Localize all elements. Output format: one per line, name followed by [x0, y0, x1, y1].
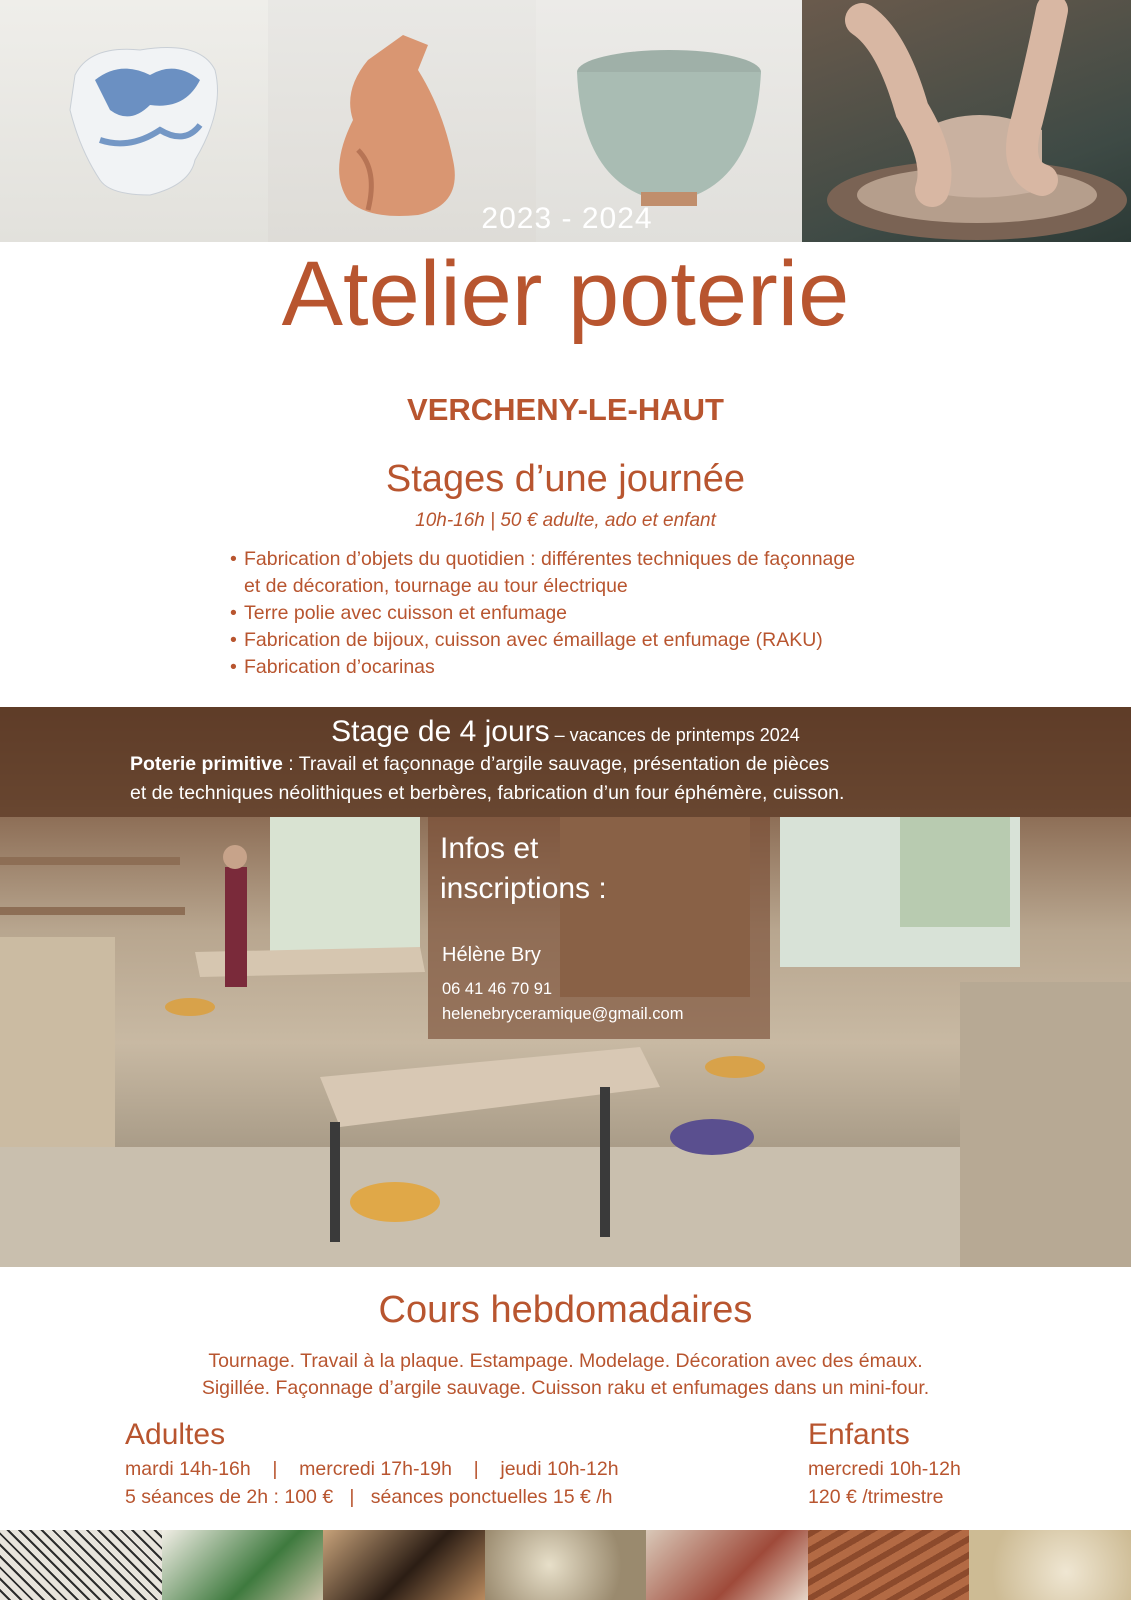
cours-heading: Cours hebdomadaires [378, 1289, 753, 1331]
info-heading-line2: inscriptions : [440, 872, 607, 905]
list-item: • Fabrication d’objets du quotidien : différentes techniques de façonnage [230, 546, 1030, 573]
contact-email[interactable]: helenebryceramique@gmail.com [442, 1005, 684, 1023]
stages-journee-heading: Stages d’une journée [385, 458, 746, 500]
stage-4-jours-title: Stage de 4 jours [331, 715, 550, 748]
stage-4-jours-sub: – vacances de printemps 2024 [549, 725, 800, 745]
stages-journee-list [230, 546, 1030, 681]
photo-green-glaze [162, 1530, 324, 1600]
cours-desc-line2: Sigillée. Façonnage d’argile sauvage. Cuisson raku et enfumages dans un mini-four. [201, 1377, 930, 1399]
contact-name: Hélène Bry [442, 944, 541, 966]
list-item: • Fabrication de bijoux, cuisson avec émaillage et enfumage (RAKU) [230, 627, 1030, 654]
enfants-schedule: mercredi 10h-12h [808, 1458, 961, 1480]
contact-phone[interactable]: 06 41 46 70 91 [442, 980, 553, 998]
list-item: • Fabrication d’ocarinas [230, 654, 1030, 681]
stage-4-jours-desc-line2: et de techniques néolithiques et berbères, fabrication d’un four éphémère, cuisson. [130, 782, 845, 804]
poterie-primitive-label: Poterie primitive [130, 753, 283, 775]
enfants-prices: 120 € /trimestre [808, 1486, 944, 1508]
enfants-heading: Enfants [808, 1418, 910, 1451]
adultes-heading: Adultes [125, 1418, 226, 1451]
stage-4-jours-band [0, 707, 1131, 817]
info-heading-line1: Infos et [440, 832, 539, 865]
photo-shells [485, 1530, 647, 1600]
info-heading [440, 829, 607, 909]
stage-4-jours-heading [0, 715, 1131, 749]
photo-pattern-tile [0, 1530, 162, 1600]
photo-blue-white-pot [0, 0, 268, 242]
cours-desc-line1: Tournage. Travail à la plaque. Estampage. Modelage. Décoration avec des émaux. [208, 1350, 923, 1372]
workshop-photo [0, 707, 1131, 1267]
info-box [428, 817, 770, 1039]
stages-journee-meta: 10h-16h | 50 € adulte, ado et enfant [415, 510, 716, 531]
photo-hands-wheel [802, 0, 1131, 242]
adultes-schedule: mardi 14h-16h | mercredi 17h-19h | jeudi 10h-12h [125, 1458, 619, 1480]
photo-red-sigillee [646, 1530, 808, 1600]
year-label: 2023 - 2024 [481, 202, 653, 235]
stage-4-jours-text: : Travail et façonnage d’argile sauvage, présentation de pièces [282, 753, 830, 775]
photo-raku-crackle [323, 1530, 485, 1600]
page-title: Atelier poterie [281, 243, 850, 345]
photo-cream-plate [969, 1530, 1131, 1600]
list-item-continuation: et de décoration, tournage au tour électrique [244, 575, 628, 597]
bottom-photo-strip [0, 1530, 1131, 1600]
list-item: • Terre polie avec cuisson et enfumage [230, 600, 1030, 627]
stage-4-jours-desc-line1 [130, 753, 1030, 776]
photo-carved-clay [808, 1530, 970, 1600]
adultes-prices: 5 séances de 2h : 100 € | séances ponctuelles 15 € /h [125, 1486, 613, 1508]
location-subtitle: VERCHENY-LE-HAUT [407, 392, 724, 427]
